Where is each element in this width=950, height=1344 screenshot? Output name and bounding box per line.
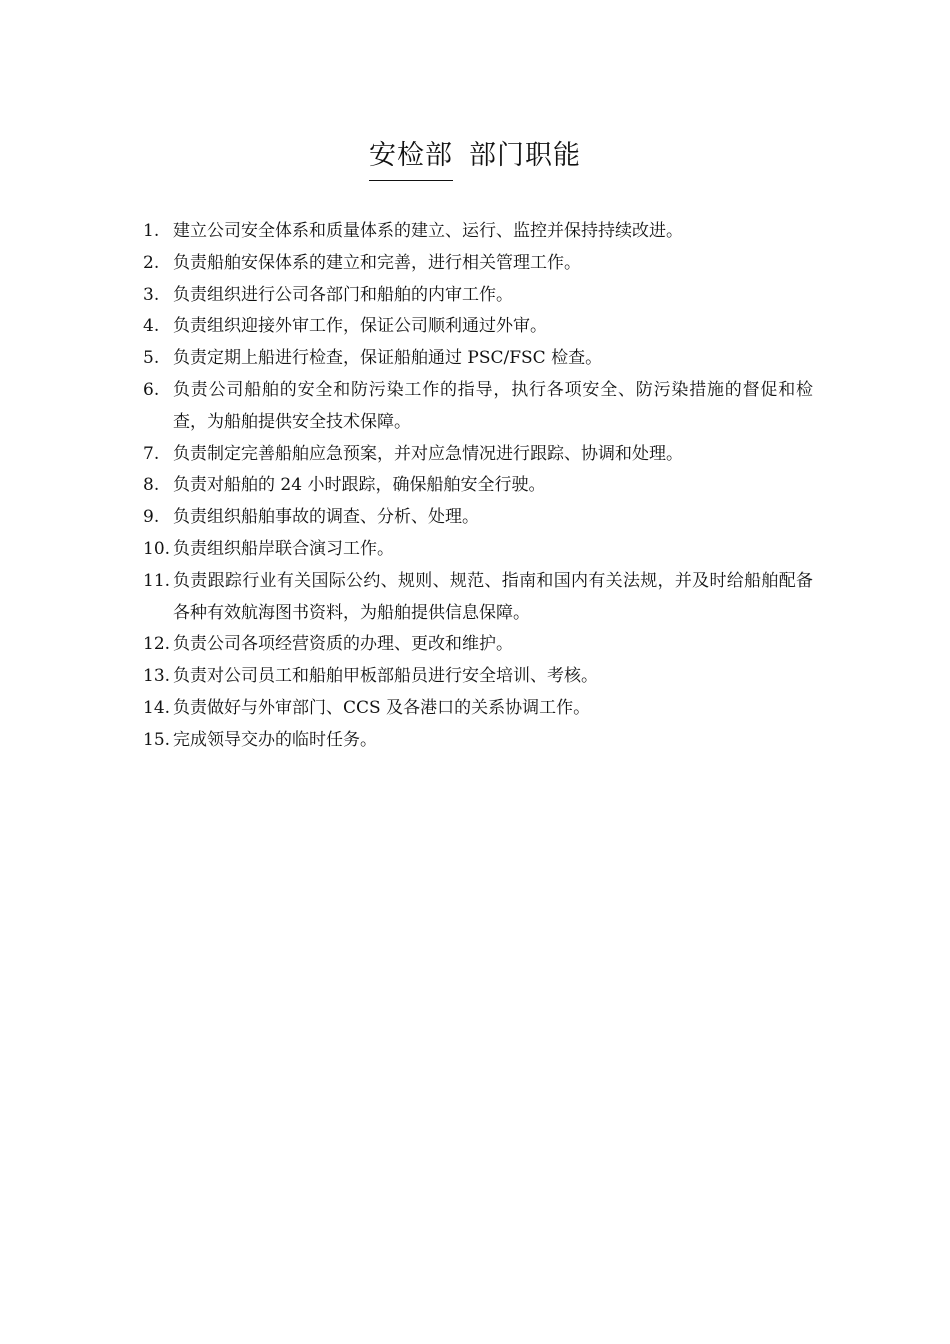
item-text: 负责对公司员工和船舶甲板部船员进行安全培训、考核。 (173, 666, 598, 687)
list-item (143, 343, 813, 375)
list-item (143, 216, 813, 248)
item-text: 负责制定完善船舶应急预案，并对应急情况进行跟踪、协调和处理。 (173, 443, 683, 464)
list-item (143, 534, 813, 566)
item-number: 14. (143, 697, 171, 718)
item-number: 12. (143, 634, 171, 655)
item-text: 负责组织船舶事故的调查、分析、处理。 (173, 507, 479, 528)
list-item (143, 629, 813, 661)
page-title (369, 136, 581, 181)
item-text: 负责定期上船进行检查，保证船舶通过 PSC/FSC 检查。 (173, 348, 603, 369)
item-number: 15. (143, 729, 171, 750)
item-number: 1. (143, 221, 160, 241)
title-subject: 部门职能 (469, 140, 581, 171)
item-number: 8. (143, 475, 160, 496)
duty-list (143, 216, 813, 757)
item-number: 6. (143, 379, 160, 400)
list-item (143, 375, 813, 439)
item-number: 5. (143, 348, 160, 369)
item-text: 负责做好与外审部门、CCS 及各港口的关系协调工作。 (173, 697, 591, 718)
item-text: 负责船舶安保体系的建立和完善，进行相关管理工作。 (173, 252, 581, 273)
list-item (143, 693, 813, 725)
item-number: 2. (143, 252, 160, 273)
list-item (143, 566, 813, 630)
item-text: 负责公司船舶的安全和防污染工作的指导，执行各项安全、防污染措施的督促和检查，为船舶提供安全技术保障。 (173, 379, 813, 432)
item-text: 负责对船舶的 24 小时跟踪，确保船舶安全行驶。 (173, 475, 546, 496)
item-text: 负责组织船岸联合演习工作。 (173, 538, 394, 559)
list-item (143, 725, 813, 757)
item-number: 13. (143, 666, 171, 687)
item-number: 7. (143, 443, 160, 464)
list-item (143, 502, 813, 534)
list-item (143, 311, 813, 343)
item-text: 负责跟踪行业有关国际公约、规则、规范、指南和国内有关法规，并及时给船舶配备各种有效航海图书资料，为船舶提供信息保障。 (173, 570, 813, 623)
item-number: 4. (143, 316, 160, 337)
item-number: 3. (143, 284, 160, 305)
list-item (143, 661, 813, 693)
list-item (143, 248, 813, 280)
list-item (143, 439, 813, 471)
item-text: 完成领导交办的临时任务。 (173, 729, 377, 750)
item-number: 10. (143, 538, 171, 559)
list-item (143, 280, 813, 312)
item-text: 建立公司安全体系和质量体系的建立、运行、监控并保持持续改进。 (173, 221, 683, 241)
item-number: 11. (143, 570, 171, 591)
item-text: 负责公司各项经营资质的办理、更改和维护。 (173, 634, 513, 655)
title-department: 安检部 (369, 136, 453, 181)
list-item (143, 470, 813, 502)
item-text: 负责组织迎接外审工作，保证公司顺利通过外审。 (173, 316, 547, 337)
item-number: 9. (143, 507, 160, 528)
item-text: 负责组织进行公司各部门和船舶的内审工作。 (173, 284, 513, 305)
title-block (0, 136, 950, 181)
